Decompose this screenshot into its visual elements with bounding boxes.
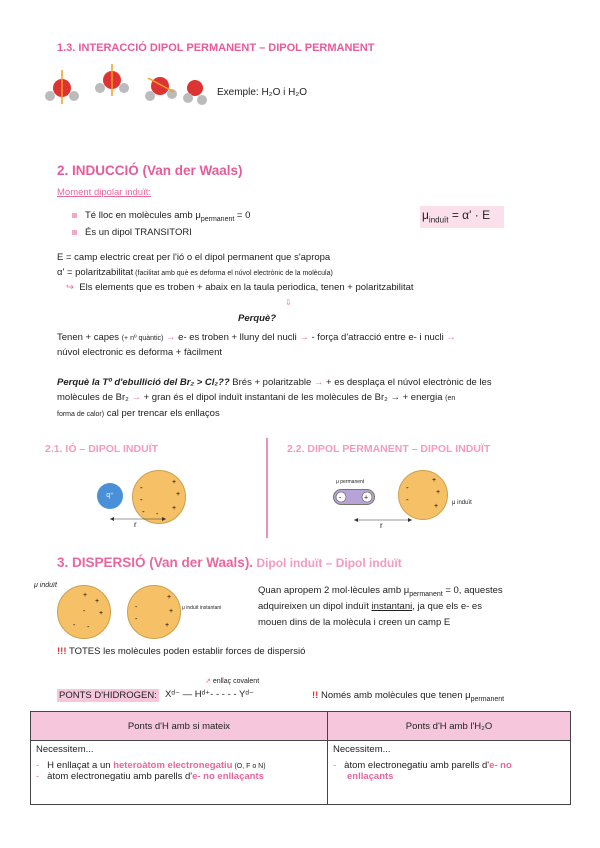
table-cell-2: Necessitem... - àtom electronegatiu amb parells d'e- no enllaçants bbox=[328, 741, 571, 805]
section-2-2-title: 2.2. DIPOL PERMANENT – DIPOL INDUÏT bbox=[287, 443, 491, 455]
distance-arrow-1 bbox=[108, 512, 168, 526]
svg-text:+: + bbox=[167, 594, 172, 601]
svg-text:+: + bbox=[434, 503, 439, 510]
section-3-title: 3. DISPERSIÓ (Van der Waals). Dipol induït – Dipol induït bbox=[57, 555, 402, 570]
svg-text:-: - bbox=[142, 507, 145, 516]
reason-line-1: Tenen + capes (+ nº quàntic) → e- es troben + lluny del nucli → - força d'atracció entre e- i nucli → bbox=[57, 332, 456, 343]
svg-text:+: + bbox=[172, 479, 177, 486]
distance-arrow-2 bbox=[352, 514, 414, 526]
svg-text:-: - bbox=[135, 616, 138, 623]
dispersion-text-1: Quan apropem 2 mol·lècules amb $\mu_{permanent} = 0$, aquestes bbox=[258, 585, 503, 598]
bullet-marker bbox=[72, 213, 77, 218]
alpha-definition: α' = polaritzabilitat (facilitat amb què es deforma el núvol electrònic de la molècula) bbox=[57, 267, 333, 278]
svg-text:+: + bbox=[432, 477, 437, 484]
perque-heading: Perquè? bbox=[238, 313, 277, 324]
hbond-table bbox=[30, 711, 571, 805]
reason-line-2: núvol electronic es deforma + fàcilment bbox=[57, 347, 223, 358]
svg-text:-: - bbox=[73, 622, 76, 629]
formula-box: $\mu_{induït} = \alpha' \cdot E$ bbox=[420, 206, 504, 228]
svg-text:+: + bbox=[169, 608, 174, 615]
bullet-marker bbox=[72, 230, 77, 235]
table-header-1: Ponts d'H amb si mateix bbox=[31, 712, 328, 741]
svg-text:+: + bbox=[436, 489, 441, 496]
svg-text:-: - bbox=[135, 604, 138, 611]
only-molecules-line: !! Només amb molècules que tenen $\mu_{permanent}$ bbox=[312, 690, 505, 703]
mu-induit-label: μ induït bbox=[452, 500, 472, 506]
section-2-title: 2. INDUCCIÓ (Van der Waals) bbox=[57, 163, 243, 178]
dispersion-text-3: mouen dins de la molècula i creen un camp E bbox=[258, 617, 451, 628]
svg-text:+: + bbox=[172, 505, 177, 512]
dispersion-text-2: adquireixen un dipol induït instantani, ja que els e- es bbox=[258, 601, 482, 612]
bullet-1: Té lloc en molècules amb $\mu_{permanent} = 0$ bbox=[72, 210, 250, 223]
section-divider bbox=[266, 438, 268, 538]
elements-line: ↪ Els elements que es troben + abaix en la taula periodica, tenen + polaritzabilitat bbox=[66, 282, 414, 293]
svg-text:-: - bbox=[406, 495, 409, 504]
svg-text:-: - bbox=[140, 483, 143, 492]
table-header-2: Ponts d'H amb l'H₂O bbox=[328, 712, 571, 741]
svg-text:+: + bbox=[364, 494, 369, 502]
mu-permanent-label: μ permanent bbox=[336, 479, 365, 485]
example-value: : H₂O i H₂O bbox=[255, 87, 308, 98]
hbond-formula: Xᵈ⁻ — Hᵈ⁺- - - - - Yᵈ⁻ bbox=[165, 689, 254, 700]
example-label: Exemple bbox=[217, 87, 256, 98]
section-2-subtitle: Moment dipolar induït: bbox=[57, 187, 151, 198]
svg-text:+: + bbox=[165, 622, 170, 629]
svg-text:-: - bbox=[87, 624, 90, 631]
all-molecules-line: !!! TOTES les molècules poden establir forces de dispersió bbox=[57, 646, 306, 657]
charge-signs-2 bbox=[398, 470, 448, 520]
water-dipoles-illustration bbox=[40, 58, 210, 120]
svg-text:-: - bbox=[339, 494, 342, 502]
section-1-3-title: 1.3. INTERACCIÓ DIPOL PERMANENT – DIPOL PERMANENT bbox=[57, 42, 375, 54]
distance-label-2: r bbox=[380, 521, 383, 530]
ion-circle: q⁺ bbox=[97, 483, 123, 509]
svg-text:+: + bbox=[95, 598, 100, 605]
svg-text:+: + bbox=[176, 491, 181, 498]
section-2-1-title: 2.1. IÓ – DIPOL INDUÏT bbox=[45, 443, 158, 455]
e-definition: E = camp electric creat per l'ió o el dipol permanent que s'apropa bbox=[57, 252, 331, 263]
charge-signs-3 bbox=[57, 585, 111, 639]
svg-text:-: - bbox=[406, 483, 409, 492]
svg-text:-: - bbox=[140, 495, 143, 504]
question-line-1: Perquè la Tº d'ebullició del Br₂ > Cl₂?? Brés + polaritzable → + es desplaça el núvol electrònic de les bbox=[57, 377, 492, 388]
arrow-icon: ↪ bbox=[66, 282, 74, 293]
svg-text:+: + bbox=[83, 592, 88, 599]
table-cell-1: Necessitem... - H enllaçat a un heteroàtom electronegatiu (O, F o N) - àtom electronegatiu amb parells d'e- no enllaçants bbox=[31, 741, 328, 805]
bond-note: ↗ enllaç covalent bbox=[205, 678, 260, 685]
example-line bbox=[217, 87, 307, 98]
mu-left-label: μ induït bbox=[34, 582, 57, 589]
down-arrow-icon: ⇩ bbox=[285, 298, 292, 307]
distance-label-1: r bbox=[134, 520, 137, 529]
svg-text:+: + bbox=[99, 610, 104, 617]
hbond-label: PONTS D'HIDROGEN: bbox=[59, 690, 157, 701]
question-line-2: molècules de Br₂ → + gran és el dipol induït instantani de les molècules de Br₂ → + energia (en bbox=[57, 392, 456, 403]
permanent-dipole-signs bbox=[333, 489, 375, 505]
charge-signs-4 bbox=[127, 585, 181, 639]
mu-right-label: μ induït instantani bbox=[182, 605, 222, 611]
bullet-2: És un dipol TRANSITORI bbox=[72, 227, 192, 238]
svg-text:-: - bbox=[156, 511, 159, 518]
svg-text:-: - bbox=[83, 608, 86, 615]
question-line-3: forma de calor) cal per trencar els enllaços bbox=[57, 408, 220, 419]
